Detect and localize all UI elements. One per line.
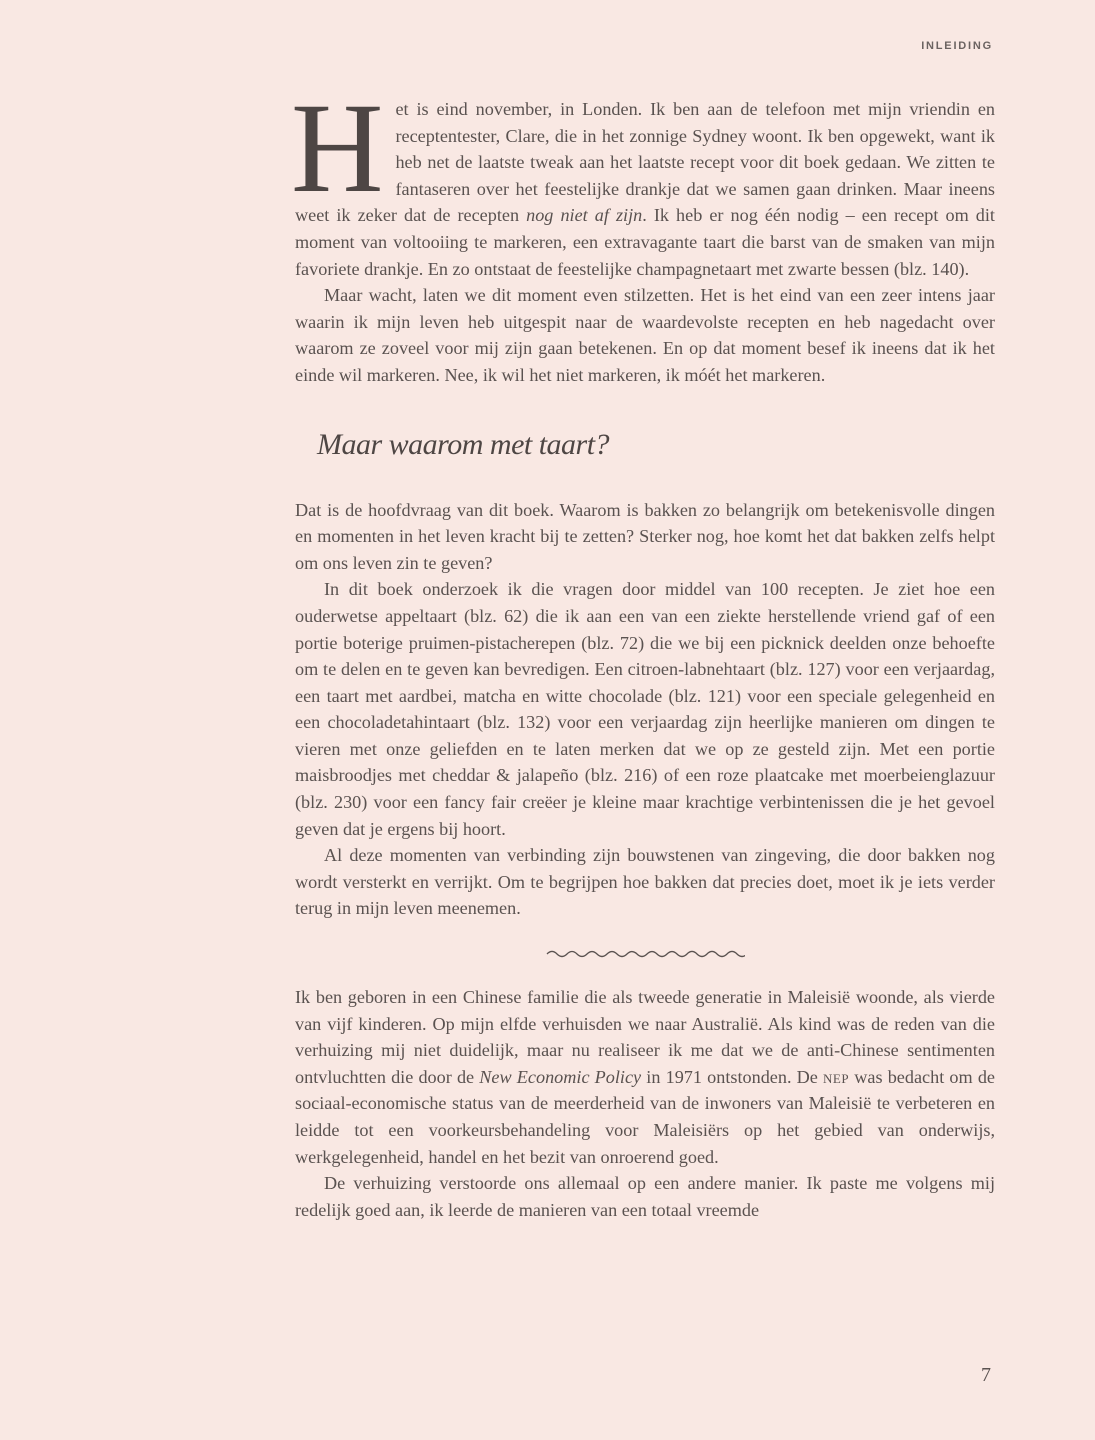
dropcap: H — [291, 77, 384, 219]
intro-emphasis: nog niet af zijn — [526, 205, 643, 226]
running-head: INLEIDING — [921, 40, 993, 52]
wave-ornament-icon — [545, 947, 745, 961]
text-column — [291, 77, 995, 1223]
section-paragraph-3: Al deze momenten van verbinding zijn bouwstenen van zingeving, die door bakken nog wordt versterkt en verrijkt. Om te begrijpen hoe bakken dat precies doet, moet ik je iets verder terug in mijn leven meenemen. — [295, 845, 995, 919]
page-number: 7 — [981, 1364, 991, 1386]
section2-abbreviation: nep — [823, 1066, 850, 1087]
section2-paragraph-2: De verhuizing verstoorde ons allemaal op een andere manier. Ik paste me volgens mij redelijk goed aan, ik leerde de manieren van een totaal vreemde — [295, 1173, 995, 1220]
intro-paragraph-2: Maar wacht, laten we dit moment even stilzetten. Het is het eind van een zeer intens jaar waarin ik mijn leven heb uitgespit naar de waardevolste recepten en heb nagedacht over waarom ze zoveel voor mij zijn gaan betekenen. En op dat moment besef ik ineens dat ik het einde wil markeren. Nee, ik wil het niet markeren, ik móét het markeren. — [295, 285, 995, 385]
intro-text-b: . Ik heb er nog één nodig – een recept om dit moment van voltooiing te markeren, een extravagante taart die barst van de smaken van mijn favoriete drankje. En zo ontstaat de feestelijke champagnetaart met zwarte bessen (blz. 140). — [295, 205, 995, 279]
section2-text-c: was bedacht om de sociaal-economische status van de meerderheid van de inwoners van Maleisië te verbeteren en leidde tot een voorkeursbehandeling voor Maleisiërs op het gebied van onderwijs, werkgelegenheid, handel en het bezit van onroerend goed. — [295, 1066, 995, 1167]
section2-emphasis: New Economic Policy — [479, 1066, 642, 1087]
section2-text-a: Ik ben geboren in een Chinese familie die als tweede generatie in Maleisië woonde, als vierde van vijf kinderen. Op mijn elfde verhuisden we naar Australië. Als kind was de reden van die verhuizing mij niet duidelijk, maar nu realiseer ik me dat we de anti-Chinese sentimenten ontvluchtten die door de — [295, 987, 995, 1087]
section2-paragraph-1 — [295, 984, 995, 1170]
section-paragraph-1: Dat is de hoofdvraag van dit boek. Waarom is bakken zo belangrijk om betekenisvolle dingen en momenten in het leven kracht bij te zetten? Sterker nog, hoe komt het dat bakken zelfs helpt om ons leven zin te geven? — [295, 499, 995, 573]
intro-text-a: et is eind november, in Londen. Ik ben aan de telefoon met mijn vriendin en receptentester, Clare, die in het zonnige Sydney woont. Ik ben opgewekt, want ik heb net de laatste tweak aan het laatste recept voor dit boek gedaan. We zitten te fantaseren over het feestelijke drankje dat we samen gaan drinken. Maar ineens weet ik zeker dat de recepten — [295, 99, 995, 226]
intro-paragraph-1 — [291, 77, 995, 282]
section2-text-b: in 1971 ontstonden. De — [641, 1066, 824, 1087]
section-heading: Maar waarom met taart? — [317, 427, 610, 461]
ornamental-divider — [295, 942, 995, 966]
section-paragraph-2: In dit boek onderzoek ik die vragen door middel van 100 recepten. Je ziet hoe een ouderwetse appeltaart (blz. 62) die ik aan een van een ziekte herstellende vriend gaf of een portie boterige pruimen-pistacherepen (blz. 72) die we bij een picknick deelden onze behoefte om te delen en te geven kan bevredigen. Een citroen-labnehtaart (blz. 127) voor een verjaardag, een taart met aardbei, matcha en witte chocolade (blz. 121) voor een speciale gelegenheid en een chocoladetahintaart (blz. 132) voor een verjaardag zijn heerlijke manieren om dingen te vieren met onze geliefden en te laten merken dat we op ze gesteld zijn. Met een portie maisbroodjes met cheddar & jalapeño (blz. 216) of een roze plaatcake met moerbeienglazuur (blz. 230) voor een fancy fair creëer je kleine maar krachtige verbintenissen die je het gevoel geven dat je ergens bij hoort. — [295, 579, 995, 839]
